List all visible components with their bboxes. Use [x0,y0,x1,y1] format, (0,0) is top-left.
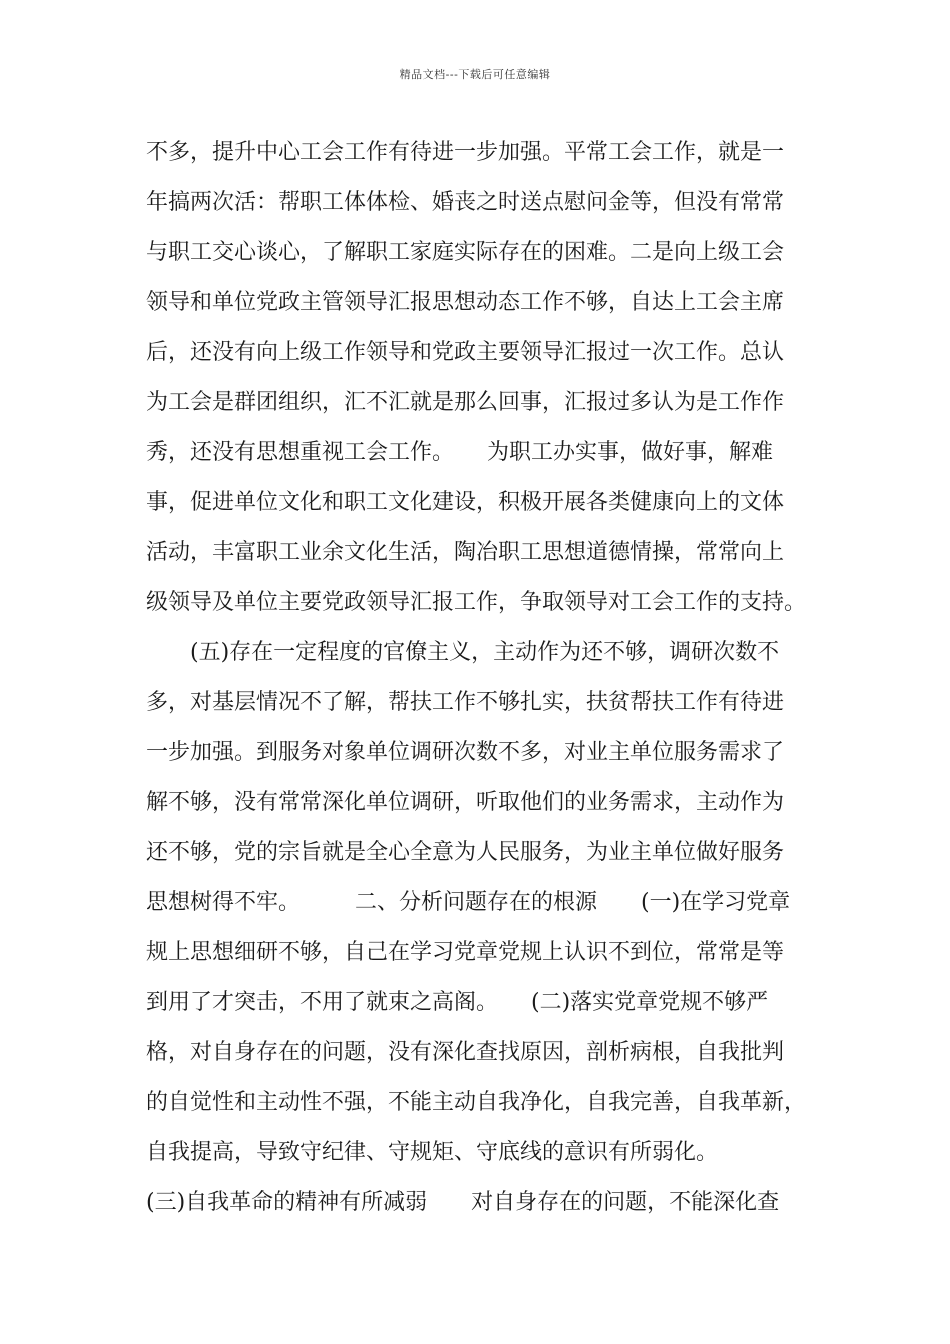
text-line: 级领导及单位主要党政领导汇报工作，争取领导对工会工作的支持。 [146,590,807,615]
text-line: 多，对基层情况不了解，帮扶工作不够扎实，扶贫帮扶工作有待进 [146,690,785,715]
page-header: 精品文档---下载后可任意编辑 [399,68,551,81]
text-line: 自我提高，导致守纪律、守规矩、守底线的意识有所弱化。 [146,1140,719,1165]
text-line: 秀，还没有思想重视工会工作。 为职工办实事，做好事，解难 [146,440,774,465]
text-line: 活动，丰富职工业余文化生活，陶冶职工思想道德情操，常常向上 [146,540,785,565]
text-line: 年搞两次活：帮职工体体检、婚丧之时送点慰问金等，但没有常常 [146,190,785,215]
text-line: 的自觉性和主动性不强，不能主动自我净化，自我完善，自我革新， [146,1090,807,1115]
text-line: 与职工交心谈心，了解职工家庭实际存在的困难。二是向上级工会 [146,240,785,265]
text-line: 还不够，党的宗旨就是全心全意为人民服务，为业主单位做好服务 [146,840,785,865]
text-line: 领导和单位党政主管领导汇报思想动态工作不够，自达上工会主席 [146,290,785,315]
text-line: 解不够，没有常常深化单位调研，听取他们的业务需求，主动作为 [146,790,785,815]
text-line: 到用了才突击，不用了就束之高阁。 (二)落实党章党规不够严 [146,990,769,1015]
text-line: (三)自我革命的精神有所减弱 对自身存在的问题，不能深化查 [146,1190,780,1215]
text-line: 规上思想细研不够，自己在学习党章党规上认识不到位，常常是等 [146,940,785,965]
text-line: 不多，提升中心工会工作有待进一步加强。平常工会工作，就是一 [146,140,785,165]
text-line: 格，对自身存在的问题，没有深化查找原因，剖析病根，自我批判 [146,1040,785,1065]
text-line: (五)存在一定程度的官僚主义，主动作为还不够，调研次数不 [146,640,780,665]
text-line: 后，还没有向上级工作领导和党政主要领导汇报过一次工作。总认 [146,340,785,365]
text-line: 为工会是群团组织，汇不汇就是那么回事，汇报过多认为是工作作 [146,390,785,415]
text-line: 思想树得不牢。 二、分析问题存在的根源 (一)在学习党章 [146,890,791,915]
document-body [146,128,816,1228]
text-line: 事，促进单位文化和职工文化建设，积极开展各类健康向上的文体 [146,490,785,515]
text-line: 一步加强。到服务对象单位调研次数不多，对业主单位服务需求了 [146,740,785,765]
